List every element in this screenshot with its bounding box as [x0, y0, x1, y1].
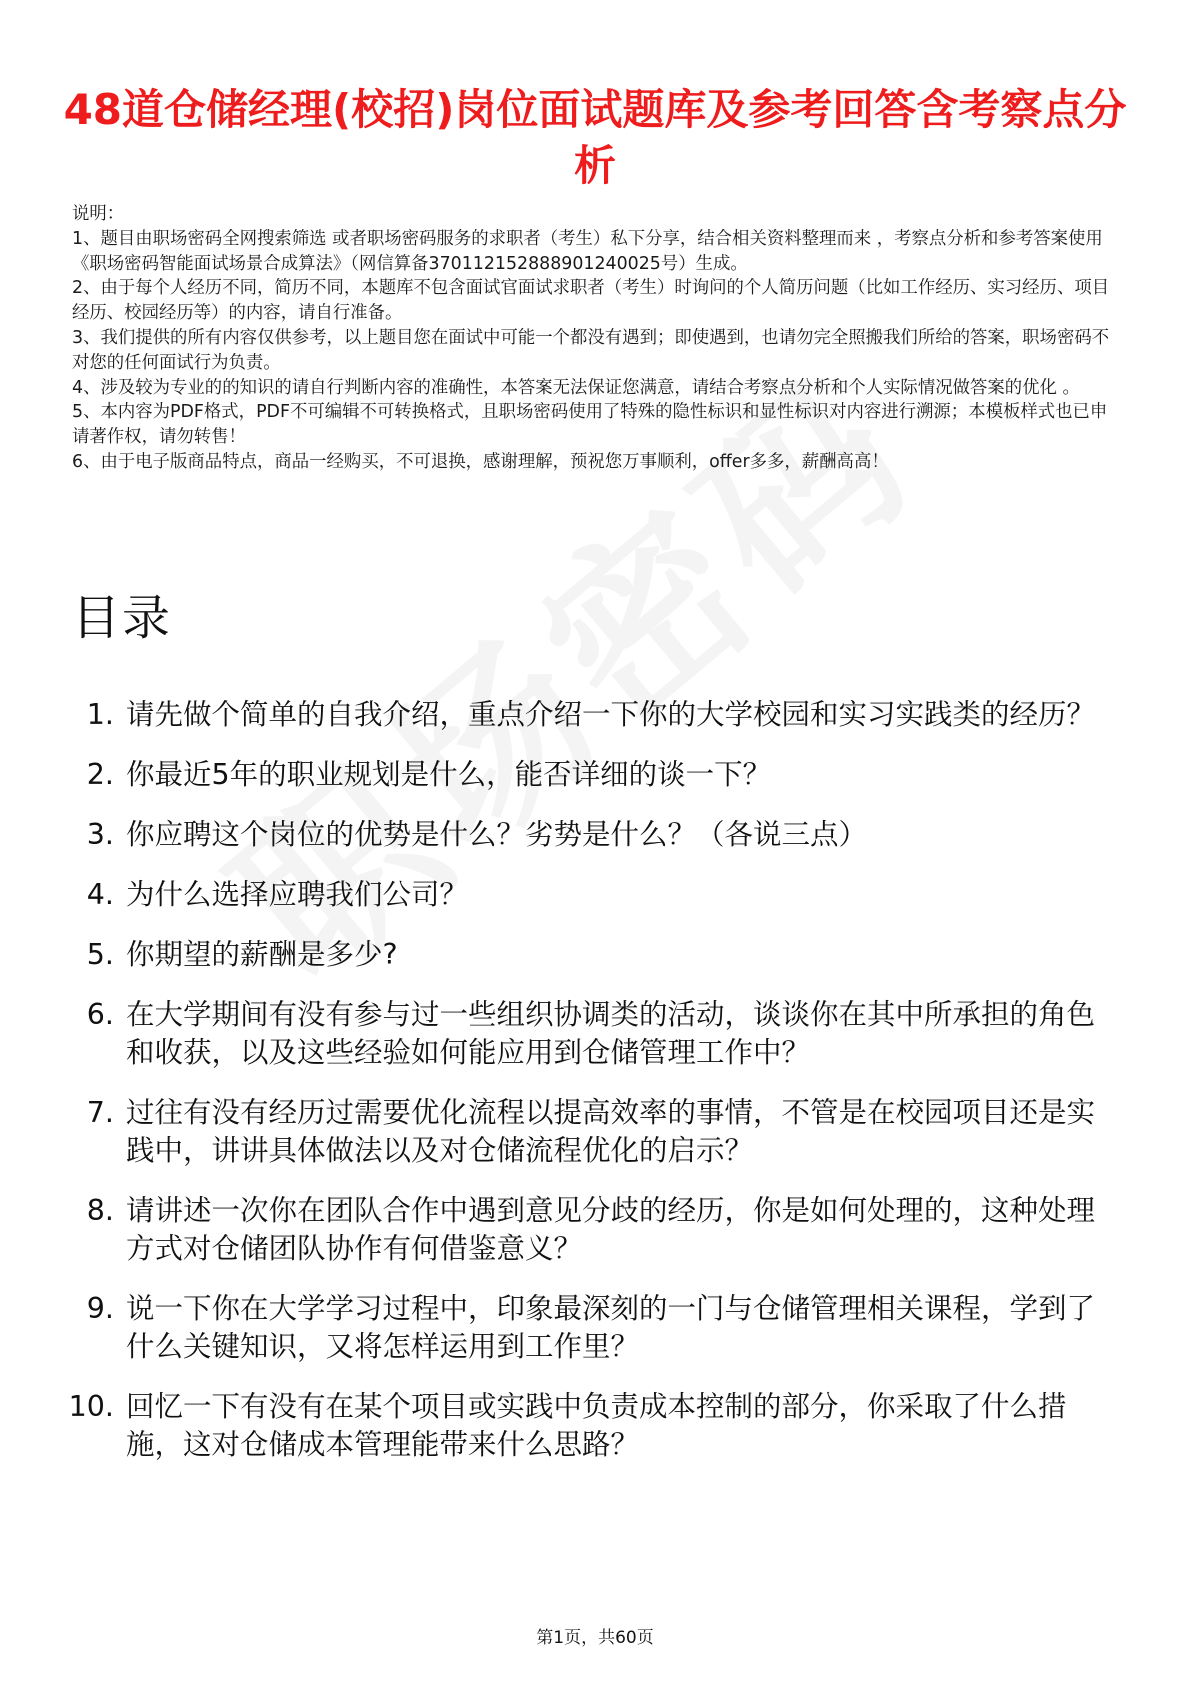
note-item: 2、由于每个人经历不同，简历不同，本题库不包含面试官面试求职者（考生）时询问的个人简历问题（比如工作经历、实习经历、项目经历、校园经历等）的内容，请自行准备。	[72, 278, 1110, 324]
question-text: 请讲述一次你在团队合作中遇到意见分歧的经历，你是如何处理的，这种处理方式对仓储团队协作有何借鉴意义？	[126, 1194, 1096, 1265]
question-item	[60, 996, 1120, 1072]
question-text: 为什么选择应聘我们公司？	[126, 878, 469, 911]
question-text: 请先做个简单的自我介绍，重点介绍一下你的大学校园和实习实践类的经历？	[126, 698, 1096, 731]
question-number: 7.	[86, 1096, 114, 1129]
question-item	[60, 1192, 1120, 1268]
question-number: 5.	[86, 938, 114, 971]
notes-section	[72, 202, 1124, 475]
page-footer: 第1页，共60页	[536, 1628, 654, 1648]
toc-heading: 目录	[72, 590, 173, 646]
note-item: 4、涉及较为专业的的知识的请自行判断内容的准确性，本答案无法保证您满意，请结合考察点分析和个人实际情况做答案的优化 。	[72, 377, 1080, 398]
question-item	[60, 1388, 1120, 1464]
question-item	[60, 816, 1120, 854]
question-item	[60, 1094, 1120, 1170]
question-number: 9.	[86, 1292, 114, 1325]
note-item: 6、由于电子版商品特点，商品一经购买，不可退换，感谢理解，预祝您万事顺利，offer多多，薪酬高高！	[72, 451, 889, 472]
question-text: 过往有没有经历过需要优化流程以提高效率的事情，不管是在校园项目还是实践中，讲讲具体做法以及对仓储流程优化的启示？	[126, 1096, 1096, 1167]
question-item	[60, 696, 1120, 734]
question-item	[60, 1290, 1120, 1366]
question-text: 说一下你在大学学习过程中，印象最深刻的一门与仓储管理相关课程，学到了什么关键知识，又将怎样运用到工作里？	[126, 1292, 1096, 1363]
question-number: 10.	[68, 1390, 114, 1423]
note-item: 5、本内容为PDF格式，PDF不可编辑不可转换格式，且职场密码使用了特殊的隐性标识和显性标识对内容进行溯源；本模板样式也已申请著作权，请勿转售！	[72, 402, 1108, 448]
notes-heading: 说明：	[72, 204, 125, 224]
note-item: 1、题目由职场密码全网搜索筛选 或者职场密码服务的求职者（考生）私下分享，结合相关资料整理而来 ，考察点分析和参考答案使用《职场密码智能面试场景合成算法》（网信算备370112152888901240025号）生成。	[72, 228, 1103, 274]
question-text: 在大学期间有没有参与过一些组织协调类的活动，谈谈你在其中所承担的角色和收获，以及这些经验如何能应用到仓储管理工作中？	[126, 998, 1096, 1069]
question-item	[60, 936, 1120, 974]
note-item: 3、我们提供的所有内容仅供参考，以上题目您在面试中可能一个都没有遇到；即使遇到，也请勿完全照搬我们所给的答案，职场密码不对您的任何面试行为负责。	[72, 327, 1110, 373]
question-number: 2.	[86, 758, 114, 791]
question-item	[60, 756, 1120, 794]
question-number: 8.	[86, 1194, 114, 1227]
document-title: 48道仓储经理(校招)岗位面试题库及参考回答含考察点分析	[63, 85, 1127, 191]
question-list	[60, 696, 1120, 1486]
question-text: 你应聘这个岗位的优势是什么？劣势是什么？（各说三点）	[126, 818, 868, 851]
question-number: 3.	[86, 818, 114, 851]
question-text: 你期望的薪酬是多少?	[126, 938, 398, 971]
question-text: 你最近5年的职业规划是什么，能否详细的谈一下？	[126, 758, 772, 791]
question-number: 4.	[86, 878, 114, 911]
question-number: 6.	[86, 998, 114, 1031]
question-item	[60, 876, 1120, 914]
question-number: 1.	[86, 698, 114, 731]
question-text: 回忆一下有没有在某个项目或实践中负责成本控制的部分，你采取了什么措施，这对仓储成本管理能带来什么思路？	[126, 1390, 1067, 1461]
